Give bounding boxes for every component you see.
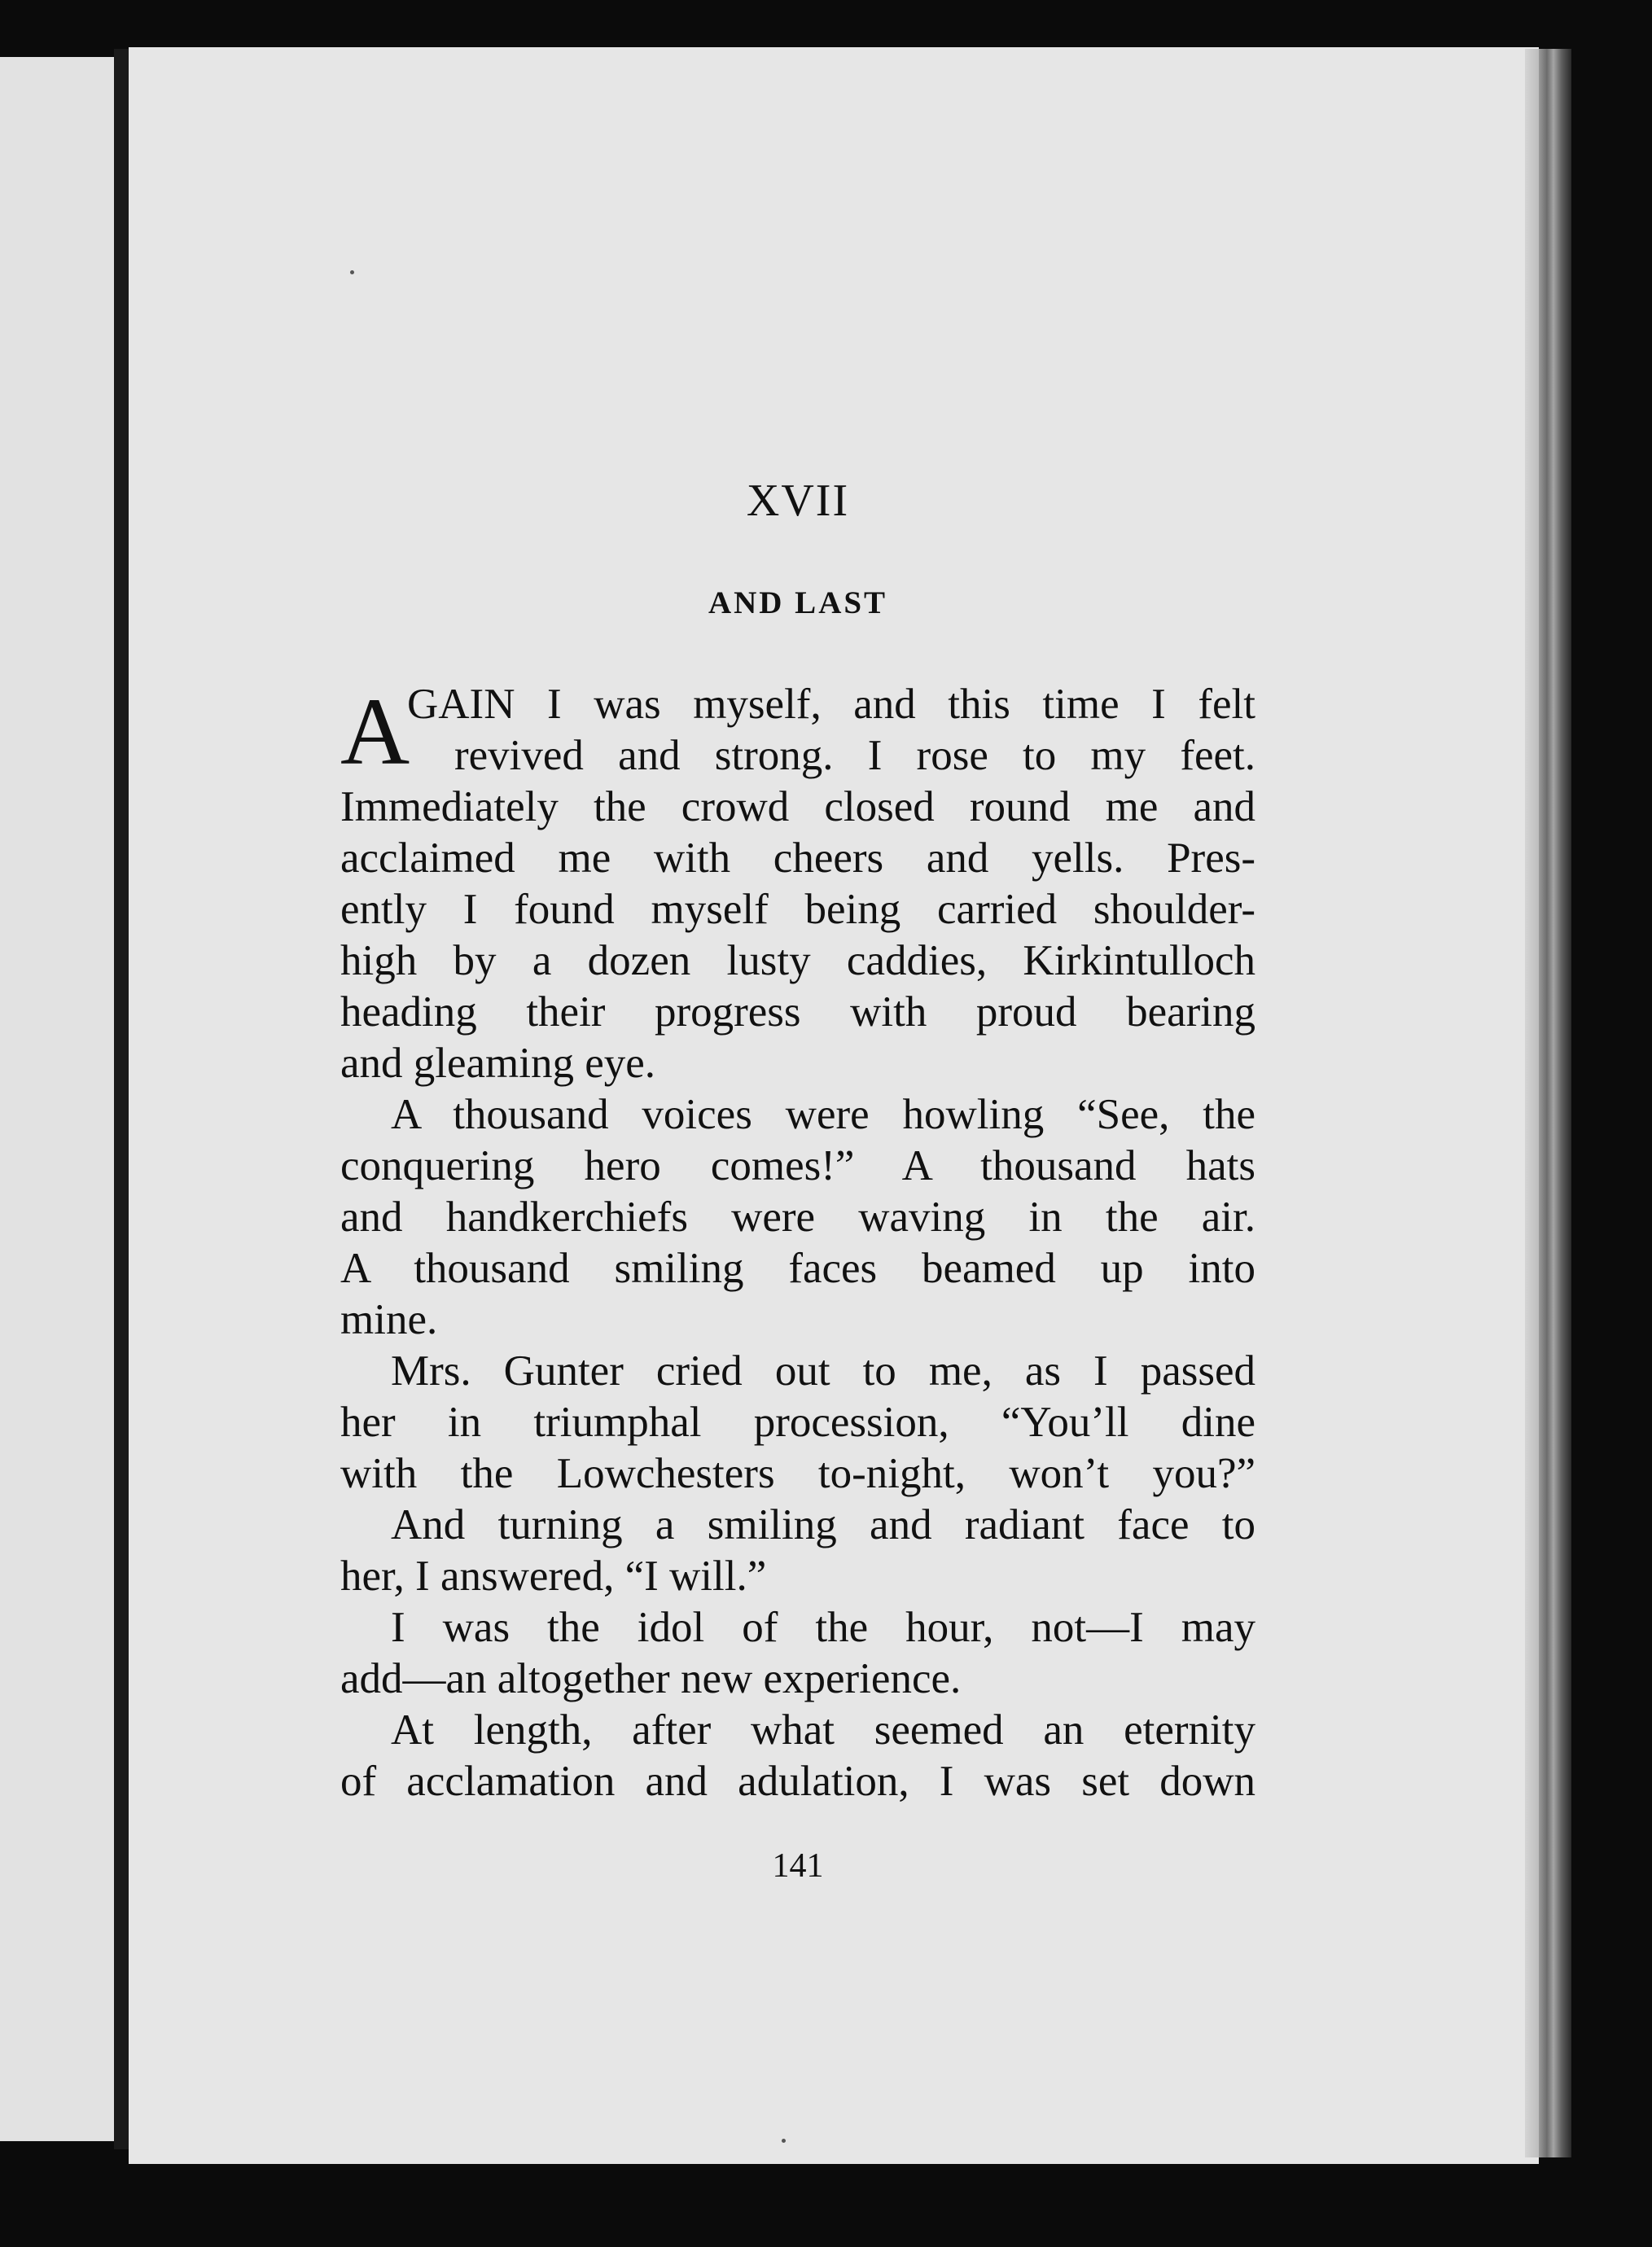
- text-line: Mrs. Gunter cried out to me, as I passed: [391, 1347, 1255, 1395]
- text-line: acclaimed me with cheers and yells. Pres-: [340, 834, 1255, 882]
- text-line: revived and strong. I rose to my feet.: [454, 732, 1255, 779]
- print-speck: [350, 270, 354, 274]
- text-line: and handkerchiefs were waving in the air.: [340, 1194, 1255, 1241]
- print-speck: [782, 2139, 786, 2143]
- text-line: and gleaming eye.: [340, 1040, 656, 1087]
- page-edge-inner: [1525, 49, 1539, 2157]
- text-line: her in triumphal procession, “You’ll dine: [340, 1399, 1255, 1446]
- text-line: A thousand smiling faces beamed up into: [340, 1245, 1255, 1292]
- chapter-title: AND LAST: [708, 585, 888, 620]
- gutter-shadow: [114, 49, 129, 2149]
- text-line: heading their progress with proud bearing: [340, 988, 1255, 1036]
- body-text: [340, 679, 1255, 1807]
- text-line: mine.: [340, 1296, 438, 1343]
- text-line: A thousand voices were howling “See, the: [391, 1091, 1255, 1138]
- text-line: Immediately the crowd closed round me and: [340, 783, 1255, 830]
- drop-cap: A: [340, 678, 410, 785]
- text-line: I was the idol of the hour, not—I may: [391, 1604, 1255, 1651]
- text-line: high by a dozen lusty caddies, Kirkintulloch: [340, 937, 1255, 984]
- text-line: of acclamation and adulation, I was set down: [340, 1758, 1255, 1805]
- text-line: add—an altogether new experience.: [340, 1655, 962, 1702]
- page-stack-edge: [1539, 49, 1571, 2157]
- text-line: ently I found myself being carried shoulder-: [340, 886, 1255, 933]
- text-line: with the Lowchesters to-night, won’t you?”: [340, 1450, 1255, 1497]
- chapter-number: XVII: [746, 475, 850, 526]
- text-line: conquering hero comes!” A thousand hats: [340, 1142, 1255, 1189]
- text-line: her, I answered, “I will.”: [340, 1553, 767, 1600]
- facing-page-edge: [0, 57, 114, 2141]
- text-line-content: GAIN I was myself, and this time I felt: [407, 681, 1255, 728]
- text-line: And turning a smiling and radiant face to: [391, 1501, 1255, 1548]
- page-number: 141: [772, 1847, 824, 1885]
- text-line: At length, after what seemed an eternity: [391, 1706, 1255, 1754]
